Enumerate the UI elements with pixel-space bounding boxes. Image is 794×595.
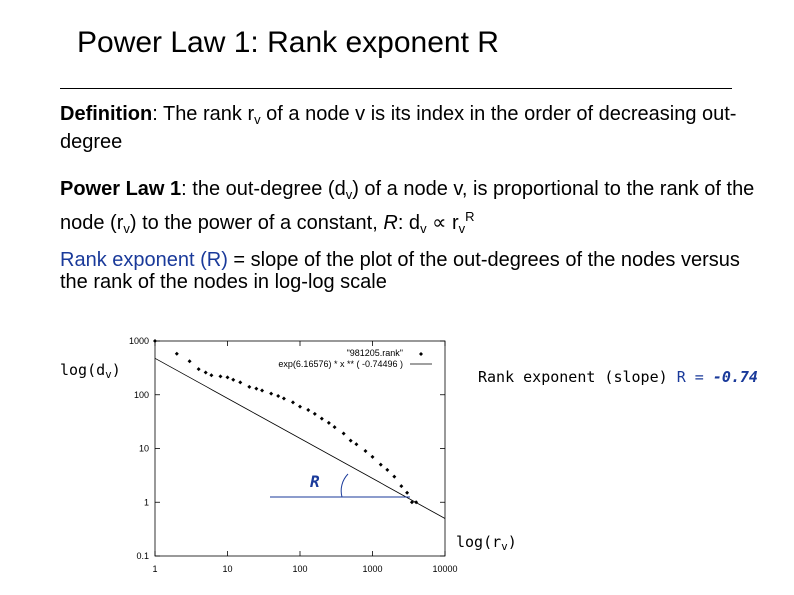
angle-label: R bbox=[310, 472, 320, 491]
y-tick-label: 10 bbox=[138, 443, 149, 454]
slope-annotation bbox=[478, 368, 758, 386]
angle-arc bbox=[341, 474, 348, 497]
data-point bbox=[333, 425, 337, 429]
y-tick-label: 1 bbox=[143, 497, 149, 508]
legend-label-data: "981205.rank" bbox=[346, 348, 403, 358]
x-axis-label-sub: v bbox=[501, 540, 508, 553]
data-point bbox=[197, 367, 201, 371]
data-point bbox=[188, 359, 192, 363]
definition-subscript: v bbox=[254, 112, 261, 127]
power-law-text-b: ) of a node v, is proportional to the rank of the node (r bbox=[60, 178, 755, 234]
data-point bbox=[204, 370, 208, 374]
data-point bbox=[153, 339, 157, 343]
data-point bbox=[276, 394, 280, 398]
slope-label: Rank exponent (slope) bbox=[478, 368, 677, 386]
rank-exponent-term: Rank exponent (R) bbox=[60, 249, 228, 271]
y-tick-label: 0.1 bbox=[136, 551, 149, 561]
power-law-sub-1: v bbox=[345, 187, 353, 202]
x-tick-label: 1000 bbox=[362, 564, 383, 574]
data-point bbox=[291, 400, 295, 404]
y-tick-label: 1000 bbox=[128, 336, 149, 346]
data-point bbox=[209, 373, 213, 377]
data-point bbox=[226, 375, 230, 379]
power-law-text-a: : the out-degree (d bbox=[181, 178, 346, 200]
plot-frame bbox=[155, 341, 445, 556]
data-point bbox=[282, 397, 286, 401]
y-tick-label: 100 bbox=[133, 389, 149, 400]
definition-term: Definition bbox=[60, 103, 153, 125]
x-axis-label bbox=[456, 533, 517, 553]
power-law-term: Power Law 1 bbox=[60, 178, 182, 200]
data-point bbox=[313, 412, 317, 416]
power-law-proportional: ∝ r bbox=[426, 212, 459, 234]
data-point bbox=[298, 405, 302, 409]
data-point bbox=[306, 408, 310, 412]
data-point bbox=[327, 421, 331, 425]
data-point bbox=[354, 442, 358, 446]
power-law-R: R bbox=[383, 212, 398, 234]
data-point bbox=[247, 385, 251, 389]
data-point bbox=[379, 463, 383, 467]
power-law-superscript: R bbox=[465, 209, 475, 224]
data-point bbox=[349, 439, 353, 443]
y-axis-label-sub: v bbox=[105, 368, 112, 381]
data-point bbox=[260, 388, 264, 392]
fit-line bbox=[155, 358, 445, 518]
y-axis-label bbox=[60, 361, 121, 381]
rank-exponent-text: = slope of the plot of the out-degrees of the nodes versus the rank of the nodes in log-log scale bbox=[60, 249, 740, 293]
slope-R: R = bbox=[676, 368, 713, 386]
power-law-text-c: ) to the power of a constant, bbox=[129, 212, 384, 234]
data-point bbox=[363, 449, 367, 453]
power-law-text-d: : d bbox=[397, 212, 421, 234]
data-point bbox=[218, 374, 222, 378]
x-axis-label-b: ) bbox=[507, 533, 517, 551]
power-law-sub-2: v bbox=[123, 221, 130, 236]
data-point bbox=[342, 432, 346, 436]
data-point bbox=[320, 417, 324, 421]
data-point bbox=[371, 455, 375, 459]
legend-marker-diamond bbox=[419, 352, 423, 356]
x-tick-label: 1 bbox=[152, 564, 158, 574]
data-point bbox=[405, 491, 409, 495]
x-axis-label-a: log(r bbox=[456, 533, 502, 551]
legend-label-fit: exp(6.16576) * x ** ( -0.74496 ) bbox=[278, 359, 403, 369]
data-point bbox=[392, 475, 396, 479]
definition-text-a: : The rank r bbox=[152, 103, 255, 125]
x-tick-label: 10 bbox=[222, 564, 233, 574]
data-point bbox=[175, 352, 179, 356]
definition-text-b: of a node v is its index in the order of decreasing out-degree bbox=[60, 103, 737, 153]
power-law-sub-3: v bbox=[420, 221, 427, 236]
x-tick-label: 100 bbox=[292, 564, 308, 574]
x-tick-label: 10000 bbox=[432, 564, 458, 574]
slide-title: Power Law 1: Rank exponent R bbox=[77, 26, 499, 59]
data-point bbox=[385, 468, 389, 472]
slope-value: -0.74 bbox=[712, 368, 758, 386]
data-point bbox=[269, 392, 273, 396]
data-point bbox=[399, 484, 403, 488]
data-point bbox=[238, 380, 242, 384]
y-axis-label-b: ) bbox=[111, 361, 121, 379]
y-axis-label-a: log(d bbox=[60, 361, 106, 379]
power-law-sub-4: v bbox=[458, 221, 466, 236]
data-point bbox=[254, 387, 258, 391]
data-point bbox=[231, 378, 235, 382]
